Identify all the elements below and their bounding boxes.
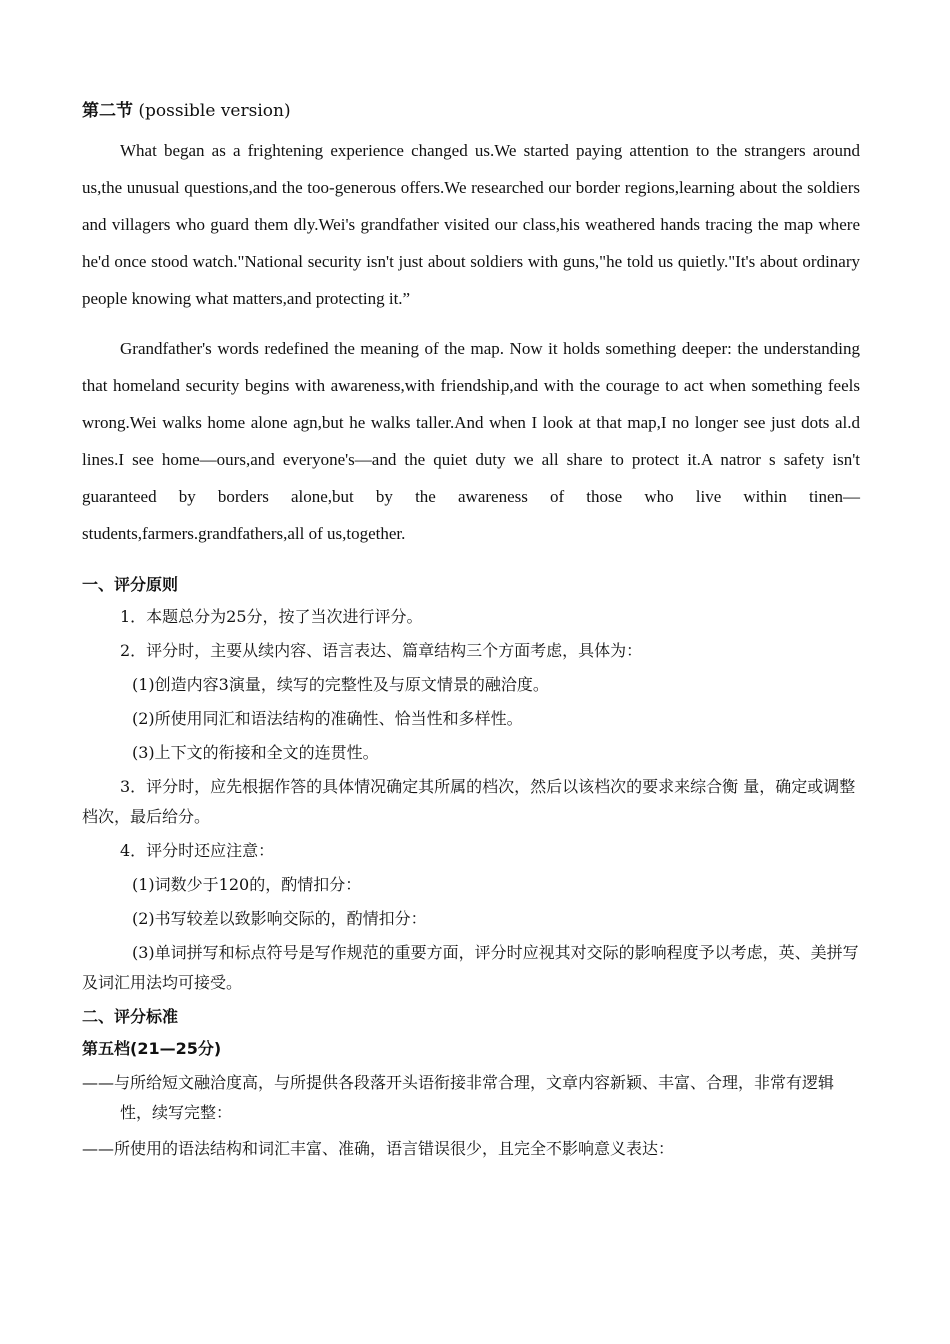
principle-sub-item: (1)词数少于120的，酌情扣分： bbox=[132, 875, 362, 894]
standard-bullet: ——与所给短文融洽度高，与所提供各段落开头语衔接非常合理，文章内容新颖、丰富、合理，非常有逻辑性，续写完整： bbox=[82, 1073, 835, 1122]
standard-bullet: ——所使用的语法结构和词汇丰富、准确，语言错误很少，且完全不影响意义表达： bbox=[82, 1139, 675, 1158]
level-five-title: 第五档(21—25分) bbox=[82, 1039, 222, 1058]
principle-sub-item: (3)上下文的衔接和全文的连贯性。 bbox=[132, 743, 379, 762]
essay-paragraph-1: What began as a frightening experience changed us.We started paying attention to the strangers around us,the unusual questions,and the too-generous offers.We researched our border regions,learning about the soldiers and villagers who guard them dly.Wei's grandfather visited our class,his weathered hands tracing the map where he'd once stood watch."National security isn't just about soldiers with guns,"he told us quietly."It's about ordinary people knowing what matters,and protecting it.” bbox=[82, 141, 860, 308]
principle-sub-item: (3)单词拼写和标点符号是写作规范的重要方面，评分时应视其对交际的影响程度予以考虑，英、美拼写及词汇用法均可接受。 bbox=[82, 943, 859, 992]
principle-item-1: 1．本题总分为25分，按了当次进行评分。 bbox=[120, 607, 423, 626]
principle-item-4: 4．评分时还应注意： bbox=[120, 841, 275, 860]
principle-item-3: 3．评分时，应先根据作答的具体情况确定其所属的档次，然后以该档次的要求来综合衡 量，确定或调整档次，最后给分。 bbox=[82, 777, 856, 826]
section-title: 第二节 bbox=[82, 101, 133, 121]
section-heading bbox=[82, 96, 860, 126]
principle-sub-item: (2)书写较差以致影响交际的，酌情扣分： bbox=[132, 909, 427, 928]
standards-title: 二、评分标准 bbox=[82, 1007, 179, 1026]
principle-sub-item: (2)所使用同汇和语法结构的准确性、恰当性和多样性。 bbox=[132, 709, 523, 728]
section-subtitle: (possible version) bbox=[138, 101, 291, 121]
essay-paragraph-2: Grandfather's words redefined the meaning of the map. Now it holds something deeper: the understanding that homeland security begins with awareness,with friendship,and with the courage to act when something feels wrong.Wei walks home alone agn,but he walks taller.And when I look at that map,I no longer see just dots al.d lines.I see home—ours,and everyone's—and the quiet duty we all share to protect it.A natror s safety isn't guaranteed by borders alone,but by the awareness of those who live within tinen—students,farmers.grandfathers,all of us,together. bbox=[82, 339, 860, 543]
principle-item-2: 2．评分时，主要从续内容、语言表达、篇章结构三个方面考虑，具体为： bbox=[120, 641, 643, 660]
principles-title: 一、评分原则 bbox=[82, 575, 179, 594]
principle-sub-item: (1)创造内容3演量，续写的完整性及与原文情景的融洽度。 bbox=[132, 675, 549, 694]
document-page bbox=[82, 96, 860, 1170]
